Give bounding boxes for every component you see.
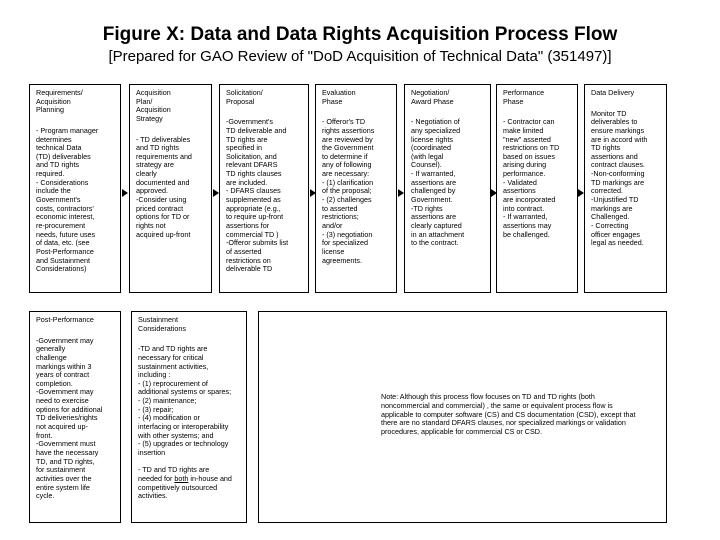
post-performance-box	[29, 311, 121, 523]
box-body: - Program manager determines technical Data (TD) deliverables and TD rights required. - Considerations include the Government's costs, contractors' economic interest, re-procurement needs, future uses of data, etc. (see Post-Performance and Sustainment Considerations)	[36, 125, 99, 274]
negotiation-award-box	[404, 84, 491, 293]
body-text: in-house and competitively outsourced activities.	[138, 473, 232, 501]
box-heading: Acquisition Plan/ Acquisition Strategy	[136, 88, 171, 123]
box-body	[138, 345, 240, 501]
body-text: -TD and TD rights are necessary for critical sustainment activities, including : - (1) reprocurement of additional systems or spares; - (2) maintenance; - (3) repair; - (4) modification or interfacing or interoperability with other systems; and - (5) upgrades or technology insertion - TD and TD rights are needed for	[138, 344, 232, 483]
data-delivery-box	[584, 84, 667, 293]
solicitation-proposal-box	[219, 84, 309, 293]
evaluation-phase-box	[315, 84, 397, 293]
box-body: - TD deliverables and TD rights requirements and strategy are clearly documented and approved. -Consider using priced contract options for TD or rights not acquired up-front	[136, 134, 192, 239]
figure-subtitle: [Prepared for GAO Review of "DoD Acquisition of Technical Data" (351497)]	[108, 48, 612, 65]
underlined-word: both	[174, 473, 189, 483]
box-body: - Offeror's TD rights assertions are reviewed by the Government to determine if any of following are necessary: - (1) clarification of the proposal; - (2) challenges to asserted restrictions; and/or - (3) negotiation for specialized license agreements.	[322, 117, 375, 265]
figure-title: Figure X: Data and Data Rights Acquisition Process Flow	[102, 24, 618, 45]
box-heading: Sustainment Considerations	[138, 315, 186, 333]
box-body: - Negotiation of any specialized license rights (coordinated (with legal Counsel). - If warranted, assertions are challenged by Government. -TD rights assertions are clearly captured in an attachment to the contract.	[411, 117, 465, 248]
performance-phase-box	[496, 84, 578, 293]
box-heading: Evaluation Phase	[322, 88, 356, 106]
sustainment-considerations-box	[131, 311, 247, 523]
box-heading: Negotiation/ Award Phase	[411, 88, 454, 106]
acquisition-strategy-box	[129, 84, 212, 293]
box-heading: Solicitation/ Proposal	[226, 88, 263, 106]
box-body: -Government's TD deliverable and TD rights are specified in Solicitation, and relevant DFARS TD rights clauses are included. - DFARS clauses supplemented as appropriate (e.g., to require up-front assertions for commercial TD ) -Offeror submits list of asserted restrictions on deliverable TD	[226, 117, 289, 274]
box-heading: Data Delivery	[591, 88, 635, 97]
box-body: -Government may generally challenge markings within 3 years of contract completion. -Government may need to exercise options for additional TD deliveries/rights not acquired up- front. -Government must have the necessary TD, and TD rights, for sustainment activities over the entire system life cycle.	[36, 335, 103, 501]
requirements-planning-box	[29, 84, 121, 293]
box-body: - Contractor can make limited "new" asserted restrictions on TD based on issues arising during performance. - Validated assertions are incorporated into contract. - If warranted, assertions may be challenged.	[503, 117, 560, 239]
flow-arrow	[122, 189, 128, 197]
box-heading: Post-Performance	[36, 315, 94, 324]
box-heading: Requirements/ Acquisition Planning	[36, 88, 83, 115]
box-heading: Performance Phase	[503, 88, 545, 106]
box-body: Monitor TD deliverables to ensure markings are in accord with TD rights assertions and contract clauses. -Non-conforming TD markings are corrected. -Unjustified TD markings are Challenged. - Correcting officer engages legal as needed.	[591, 108, 648, 248]
note-text: Note: Although this process flow focuses on TD and TD rights (both noncommercial and commercial) , the same or equivalent process flow is applicable to computer software (CS) and CS documentation (CSD), except that there are no standard DFARS clauses, nor specialized markings or validation procedures, applicable for commercial CS or CSD.	[381, 392, 636, 437]
